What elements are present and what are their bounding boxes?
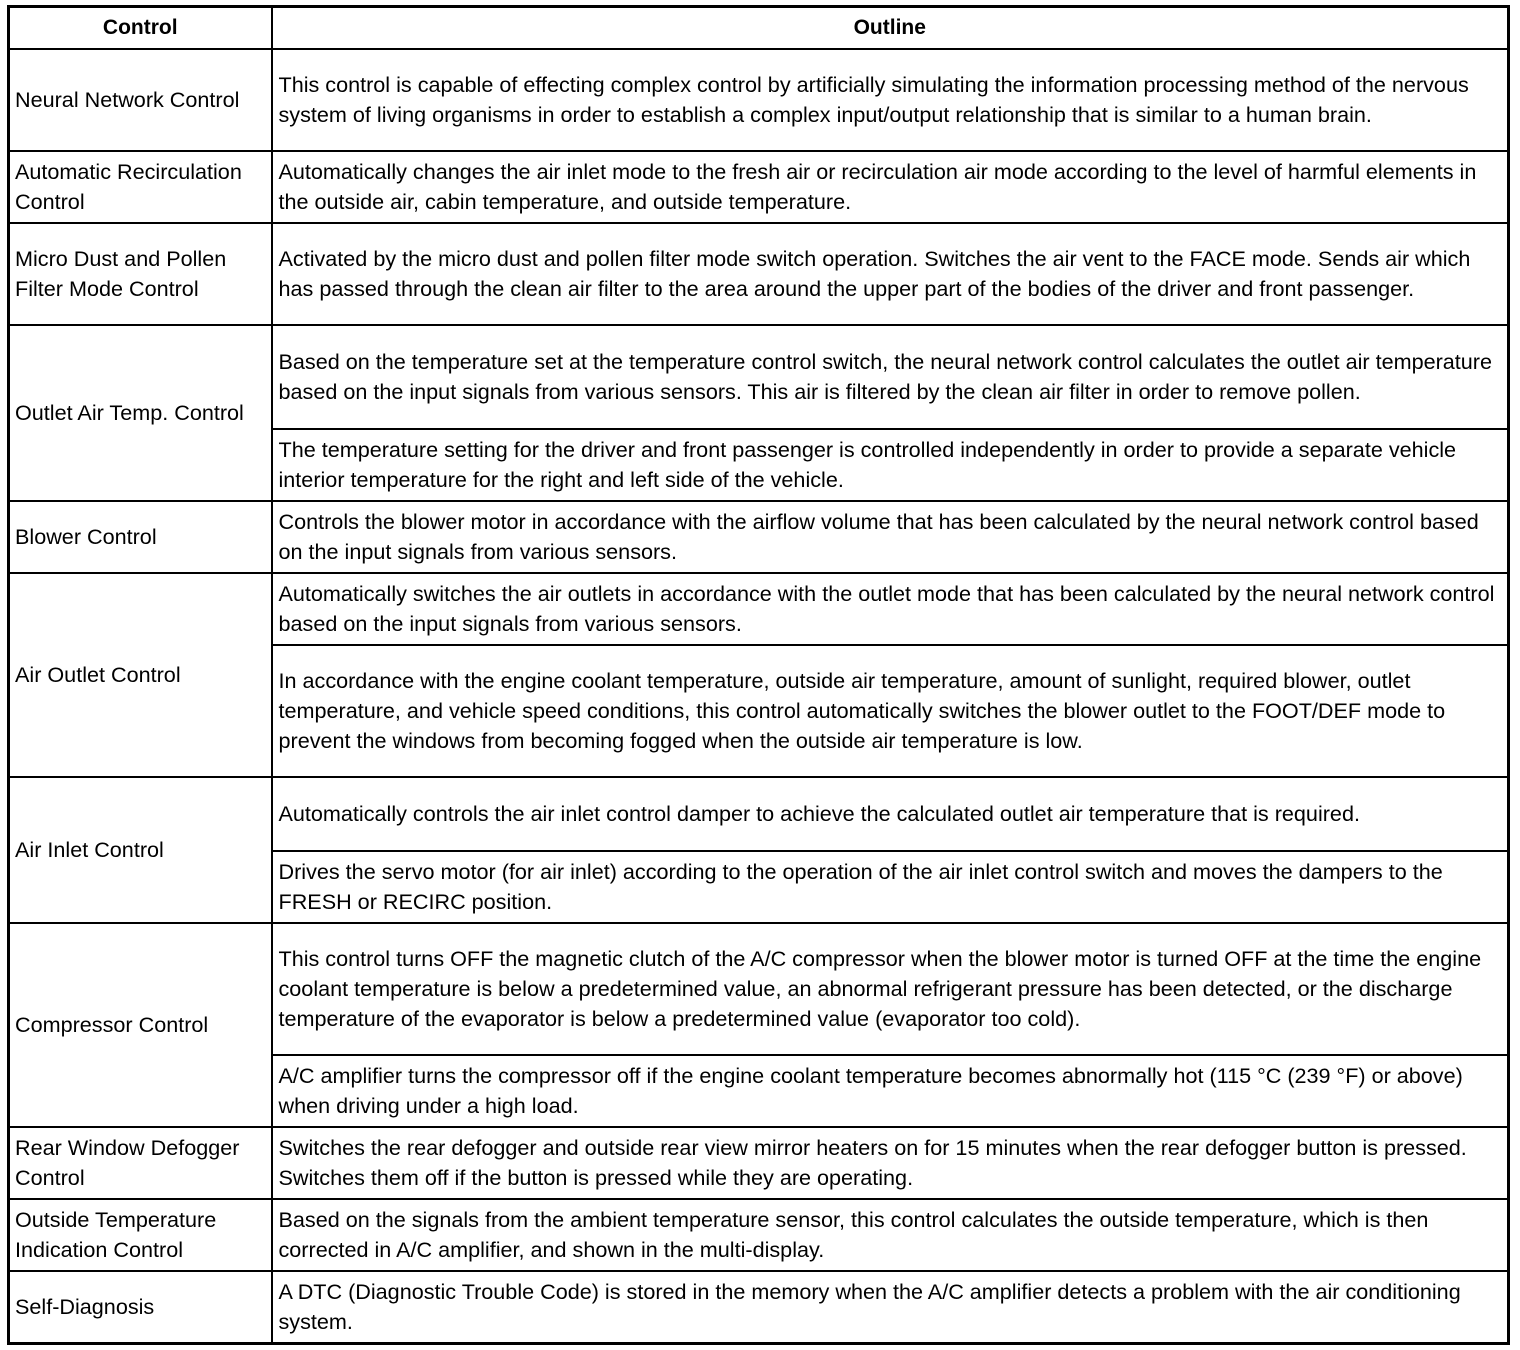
outline-cell: A DTC (Diagnostic Trouble Code) is stored in the memory when the A/C amplifier detects a problem with the air conditioning system. [272, 1271, 1509, 1343]
outline-cell: Activated by the micro dust and pollen filter mode switch operation. Switches the air vent to the FACE mode. Sends air which has passed through the clean air filter to the area around the upper part of the bodies of the driver and front passenger. [272, 223, 1509, 325]
header-row [9, 7, 1509, 50]
outline-cell: This control is capable of effecting complex control by artificially simulating the information processing method of the nervous system of living organisms in order to establish a complex input/output relationship that is similar to a human brain. [272, 49, 1509, 151]
table-row [9, 325, 1509, 429]
outline-cell: The temperature setting for the driver and front passenger is controlled independently in order to provide a separate vehicle interior temperature for the right and left side of the vehicle. [272, 429, 1509, 501]
control-cell: Automatic Recirculation Control [9, 151, 272, 223]
outline-cell: Switches the rear defogger and outside rear view mirror heaters on for 15 minutes when the rear defogger button is pressed. Switches them off if the button is pressed while they are operating. [272, 1127, 1509, 1199]
table-row [9, 501, 1509, 573]
table-body [9, 49, 1509, 1344]
control-cell: Neural Network Control [9, 49, 272, 151]
outline-cell: Controls the blower motor in accordance with the airflow volume that has been calculated by the neural network control based on the input signals from various sensors. [272, 501, 1509, 573]
outline-cell: In accordance with the engine coolant temperature, outside air temperature, amount of sunlight, required blower, outlet temperature, and vehicle speed conditions, this control automatically switches the blower outlet to the FOOT/DEF mode to prevent the windows from becoming fogged when the outside air temperature is low. [272, 645, 1509, 777]
table-row [9, 223, 1509, 325]
control-cell: Micro Dust and Pollen Filter Mode Control [9, 223, 272, 325]
control-cell: Air Outlet Control [9, 573, 272, 777]
outline-cell: Automatically switches the air outlets in accordance with the outlet mode that has been calculated by the neural network control based on the input signals from various sensors. [272, 573, 1509, 645]
table-row [9, 151, 1509, 223]
outline-cell: Drives the servo motor (for air inlet) according to the operation of the air inlet control switch and moves the dampers to the FRESH or RECIRC position. [272, 851, 1509, 923]
table-row [9, 49, 1509, 151]
outline-cell: A/C amplifier turns the compressor off if the engine coolant temperature becomes abnormally hot (115 °C (239 °F) or above) when driving under a high load. [272, 1055, 1509, 1127]
control-cell: Outlet Air Temp. Control [9, 325, 272, 501]
table-header [9, 7, 1509, 50]
table-row [9, 1127, 1509, 1199]
outline-cell: Based on the temperature set at the temperature control switch, the neural network control calculates the outlet air temperature based on the input signals from various sensors. This air is filtered by the clean air filter in order to remove pollen. [272, 325, 1509, 429]
control-outline-table [7, 5, 1510, 1345]
table-row [9, 923, 1509, 1055]
outline-cell: Automatically changes the air inlet mode to the fresh air or recirculation air mode according to the level of harmful elements in the outside air, cabin temperature, and outside temperature. [272, 151, 1509, 223]
control-cell: Blower Control [9, 501, 272, 573]
control-cell: Rear Window Defogger Control [9, 1127, 272, 1199]
table-row [9, 1199, 1509, 1271]
header-outline: Outline [272, 7, 1509, 50]
header-control: Control [9, 7, 272, 50]
table-row [9, 777, 1509, 851]
table-row [9, 1271, 1509, 1343]
outline-cell: Based on the signals from the ambient temperature sensor, this control calculates the outside temperature, which is then corrected in A/C amplifier, and shown in the multi-display. [272, 1199, 1509, 1271]
control-cell: Compressor Control [9, 923, 272, 1127]
outline-cell: This control turns OFF the magnetic clutch of the A/C compressor when the blower motor is turned OFF at the time the engine coolant temperature is below a predetermined value, an abnormal refrigerant pressure has been detected, or the discharge temperature of the evaporator is below a predetermined value (evaporator too cold). [272, 923, 1509, 1055]
control-cell: Outside Temperature Indication Control [9, 1199, 272, 1271]
control-cell: Air Inlet Control [9, 777, 272, 923]
control-cell: Self-Diagnosis [9, 1271, 272, 1343]
outline-cell: Automatically controls the air inlet control damper to achieve the calculated outlet air temperature that is required. [272, 777, 1509, 851]
table-row [9, 573, 1509, 645]
